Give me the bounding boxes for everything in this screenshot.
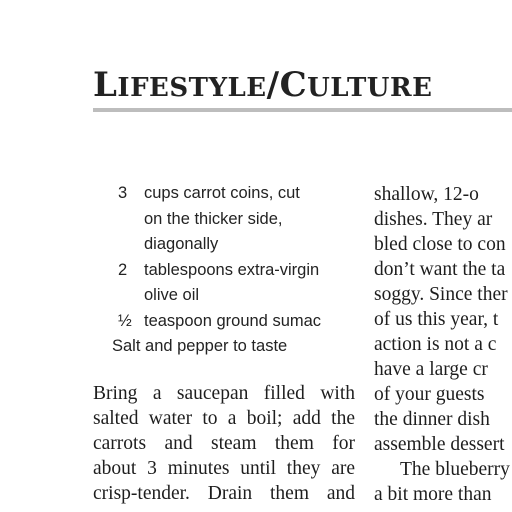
body-text-line: of your guests bbox=[374, 384, 485, 405]
ingredient-line: olive oil bbox=[144, 286, 200, 304]
body-text-line: The blueberry bbox=[400, 459, 510, 480]
body-text-right-column bbox=[374, 182, 512, 507]
body-text-line: a bit more than bbox=[374, 484, 492, 505]
ingredient-quantity: 2 bbox=[118, 260, 128, 279]
body-text-line: soggy. Since ther bbox=[374, 284, 508, 305]
body-text-line: crisp-tender. Drain them and bbox=[93, 483, 355, 504]
ingredient-item bbox=[112, 258, 354, 309]
ingredient-list bbox=[112, 181, 354, 360]
body-text-line: about 3 minutes until they are bbox=[93, 458, 355, 479]
ingredient-quantity: 3 bbox=[118, 184, 128, 202]
body-text-line: don’t want the ta bbox=[374, 259, 506, 280]
ingredient-description bbox=[144, 258, 354, 309]
ingredient-line: diagonally bbox=[144, 235, 219, 253]
body-text-line: salted water to a boil; add the bbox=[93, 408, 355, 429]
ingredient-item bbox=[112, 309, 354, 335]
ingredient-description bbox=[144, 309, 354, 335]
body-text-line: Bring a saucepan filled with bbox=[93, 383, 355, 404]
ingredient-line: on the thicker side, bbox=[144, 209, 283, 228]
body-text-left-column bbox=[93, 381, 355, 506]
section-title-part: C bbox=[279, 65, 308, 105]
body-text-line: assemble dessert bbox=[374, 434, 505, 455]
body-text-line: the dinner dish bbox=[374, 409, 490, 430]
body-text-line: of us this year, t bbox=[374, 309, 499, 330]
ingredient-item bbox=[112, 181, 354, 258]
body-text-line: action is not a c bbox=[374, 334, 497, 355]
body-text-line: bled close to con bbox=[374, 234, 506, 255]
ingredient-quantity: ½ bbox=[118, 311, 132, 330]
ingredient-line: teaspoon ground sumac bbox=[144, 311, 322, 330]
section-title-part: ULTURE bbox=[307, 73, 433, 103]
body-text-line: shallow, 12-o bbox=[374, 184, 479, 205]
section-title bbox=[93, 63, 432, 110]
section-title-part: L bbox=[93, 65, 118, 105]
section-title-part: / bbox=[266, 65, 280, 105]
body-text-line: dishes. They ar bbox=[374, 209, 493, 230]
ingredient-description bbox=[144, 181, 354, 258]
seasoning-note: Salt and pepper to taste bbox=[112, 337, 288, 355]
ingredient-line: tablespoons extra-virgin bbox=[144, 260, 320, 279]
body-text-line: carrots and steam them for bbox=[93, 433, 355, 454]
body-text-line: have a large cr bbox=[374, 359, 488, 380]
section-divider bbox=[93, 108, 512, 112]
ingredient-line: cups carrot coins, cut bbox=[144, 184, 300, 202]
section-title-part: IFESTYLE bbox=[117, 73, 267, 103]
